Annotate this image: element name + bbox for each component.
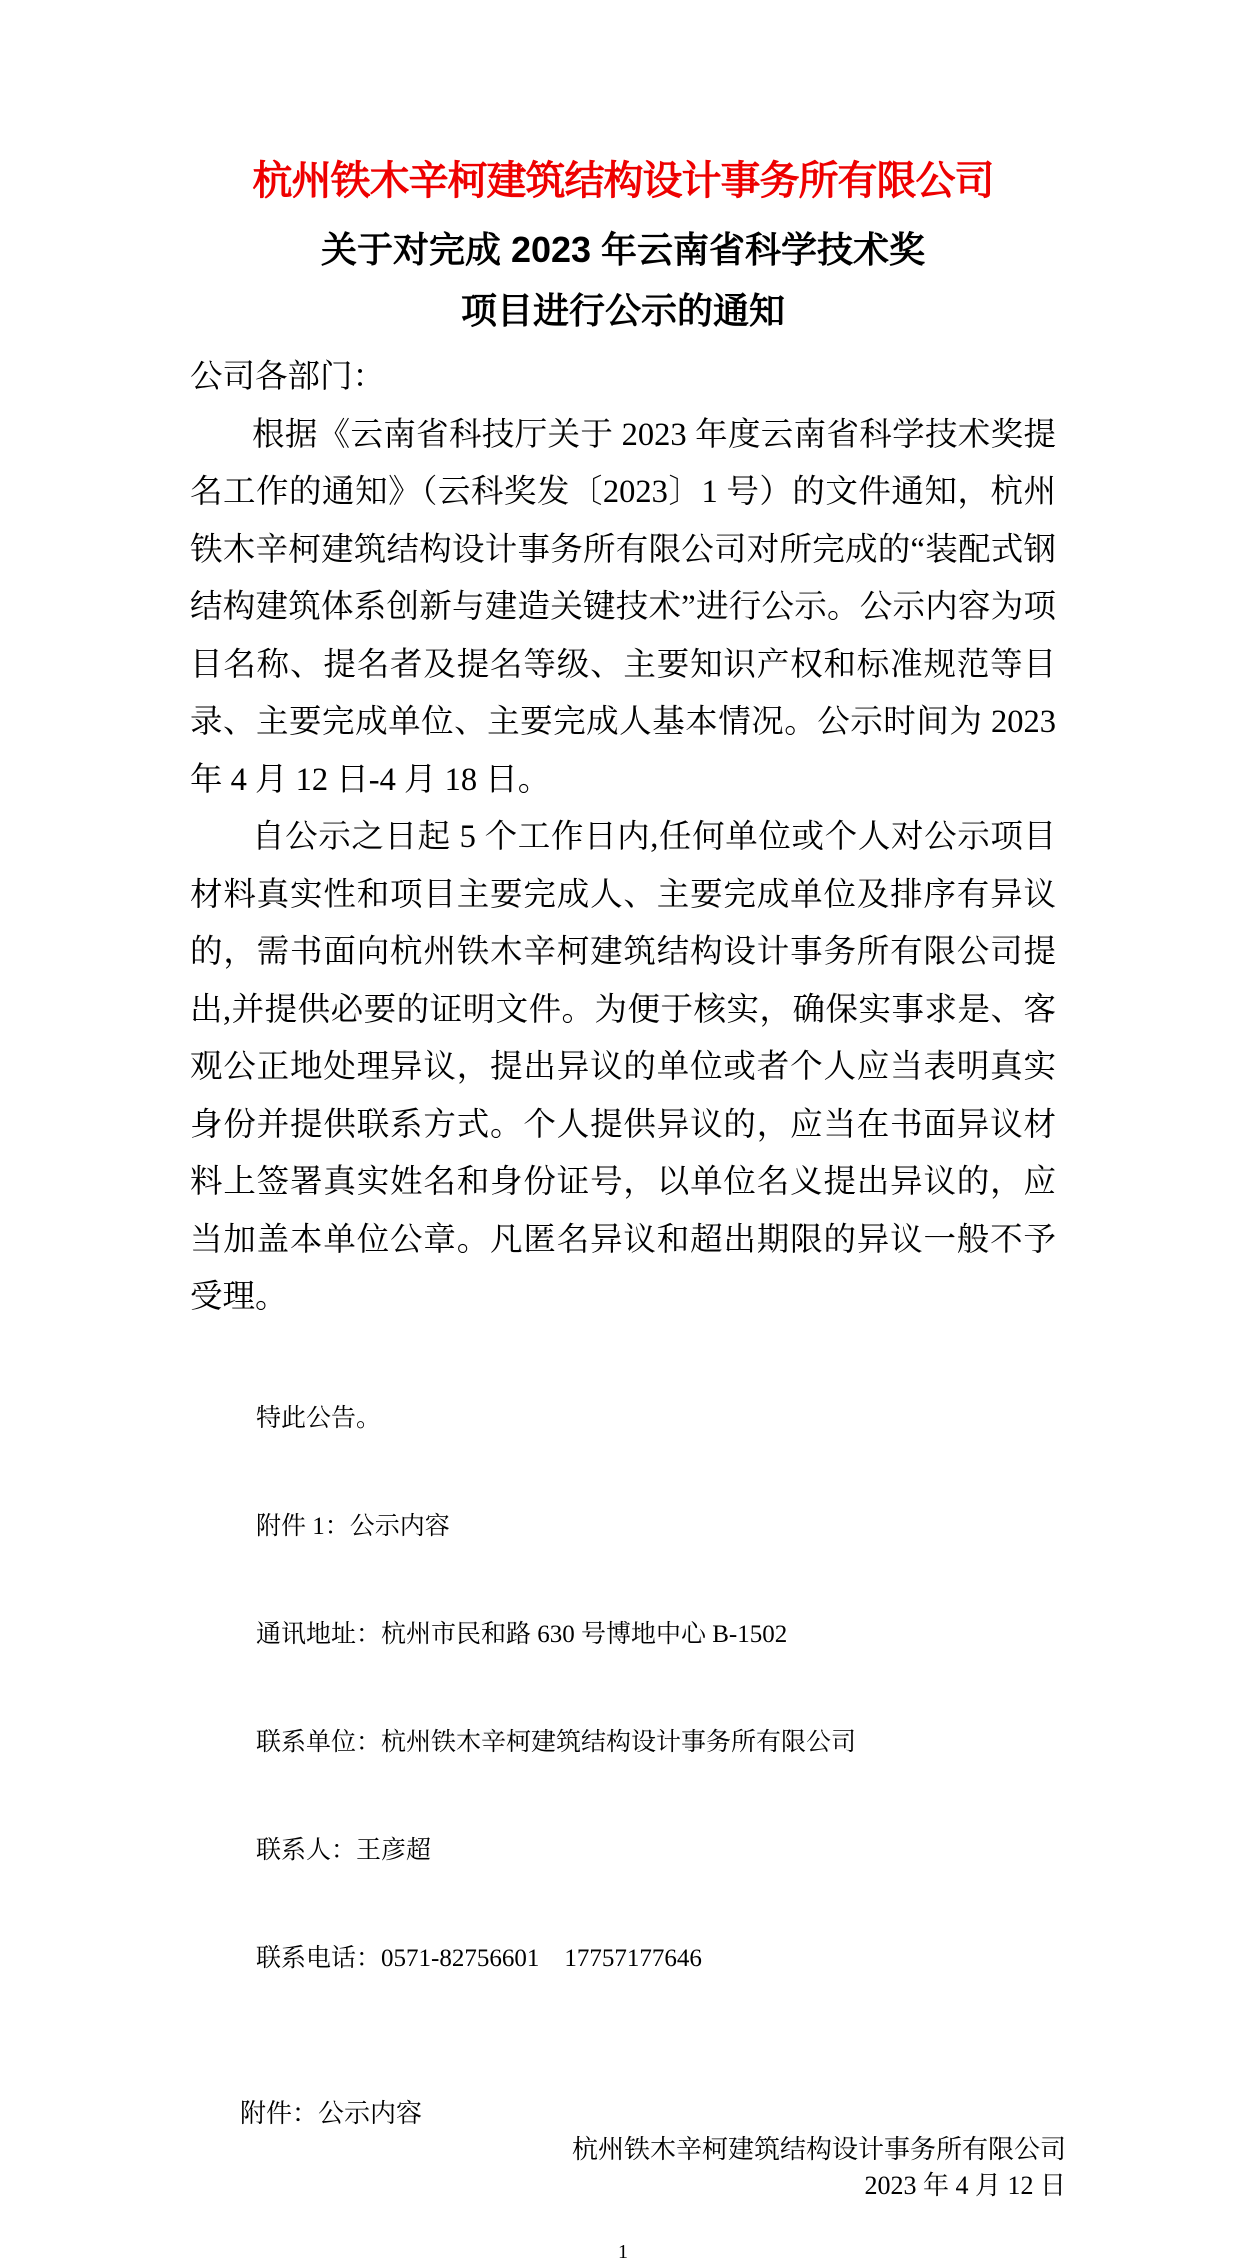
contact-phone: 联系电话：0571-82756601 17757177646 (256, 1944, 702, 1972)
mailing-address: 通讯地址：杭州市民和路 630 号博地中心 B-1502 (256, 1620, 788, 1648)
closing-announcement: 特此公告。 (256, 1404, 382, 1432)
page-number: 1 (618, 2240, 628, 2263)
signature-company: 杭州铁木辛柯建筑结构设计事务所有限公司 (571, 2134, 1066, 2164)
body-paragraph-2: 自公示之日起 5 个工作日内,任何单位或个人对公示项目材料真实性和项目主要完成人、主要完成单位及排序有异议的，需书面向杭州铁木辛柯建筑结构设计事务所有限公司提出,并提供必要的证明文件。为便于核实，确保实事求是、客观公正地处理异议，提出异议的单位或者个人应当表明真实身份并提供联系方式。个人提供异议的，应当在书面异议材料上签署真实姓名和身份证号，以单位名义提出异议的，应当加盖本单位公章。凡匿名异议和超出期限的异议一般不予受理。 (190, 819, 1056, 1315)
attachment-label: 附件：公示内容 (240, 2098, 423, 2128)
body-paragraph-1: 根据《云南省科技厅关于 2023 年度云南省科学技术奖提名工作的通知》（云科奖发〔2023〕1 号）的文件通知，杭州铁木辛柯建筑结构设计事务所有限公司对所完成的“装配式钢结构建筑体系创新与建造关键技术”进行公示。公示内容为项目名称、提名者及提名等级、主要知识产权和标准规范等目录、主要完成单位、主要完成人基本情况。公示时间为 2023 年 4 月 12 日-4 月 18 日。 (190, 416, 1056, 798)
document-content (190, 158, 1066, 2267)
subject-heading-line-1: 关于对完成 2023 年云南省科学技术奖 (320, 229, 926, 270)
notice-document-page (0, 158, 1240, 2263)
signature-date: 2023 年 4 月 12 日 (864, 2170, 1066, 2200)
salutation-line: 公司各部门： (190, 359, 386, 395)
contact-person: 联系人：王彦超 (256, 1836, 432, 1864)
company-title-heading: 杭州铁木辛柯建筑结构设计事务所有限公司 (252, 159, 994, 203)
subject-heading-line-2: 项目进行公示的通知 (460, 290, 785, 331)
contact-unit: 联系单位：杭州铁木辛柯建筑结构设计事务所有限公司 (256, 1728, 857, 1756)
signature-block (190, 2132, 1066, 2204)
attachment-reference: 附件 1：公示内容 (256, 1512, 450, 1540)
notice-body (190, 349, 1056, 1327)
closing-block (256, 1329, 1056, 2049)
